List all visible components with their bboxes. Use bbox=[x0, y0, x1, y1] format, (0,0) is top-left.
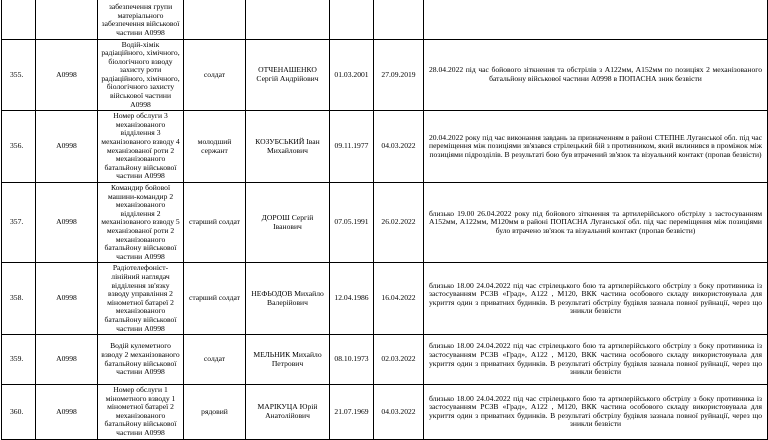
cell-unit: А0998 bbox=[36, 263, 98, 335]
cell-num: 357. bbox=[2, 183, 36, 263]
cell-num: 358. bbox=[2, 263, 36, 335]
missing-persons-table bbox=[1, 0, 768, 440]
cell-birth: 01.03.2001 bbox=[330, 39, 374, 111]
cell-birth: 12.04.1986 bbox=[330, 263, 374, 335]
cell-rank: рядовий bbox=[184, 385, 246, 440]
cell-unit: А0998 bbox=[36, 335, 98, 385]
cell-unit: А0998 bbox=[36, 111, 98, 183]
cell-position: Номер обслуги 3 механізованого відділення 3 механізованого взводу 4 механізованої роти 2 механізованого батальйону військової частини А0998 bbox=[98, 111, 184, 183]
cell-position: Водій-хімік радіаційного, хімічного, біологічного взводу захисту роти радіаційного, хімічного, біологічного захисту військової частини А0998 bbox=[98, 39, 184, 111]
cell-date: 16.04.2022 bbox=[374, 263, 424, 335]
cell-rank: солдат bbox=[184, 39, 246, 111]
cell-name: МЕЛЬНИК Михайло Петрович bbox=[246, 335, 330, 385]
cell-num bbox=[2, 0, 36, 39]
cell-desc bbox=[424, 0, 768, 39]
cell-name: ОТЧЕНАШЕНКО Сергій Андрійович bbox=[246, 39, 330, 111]
table-row bbox=[2, 111, 768, 183]
cell-num: 360. bbox=[2, 385, 36, 440]
cell-rank: солдат bbox=[184, 335, 246, 385]
cell-rank bbox=[184, 0, 246, 39]
cell-desc: 20.04.2022 року під час виконання завдань за призначенням в районі СТЕПНЕ Луганської обл. під час переміщення між позиціями зв'язався стрілецький бій з противником, який вклинився в проміжок між позиціями підрозділів. В результаті бою був втрачений зв'язок та візуальний контакт (пропав безвісти) bbox=[424, 111, 768, 183]
cell-unit: А0998 bbox=[36, 183, 98, 263]
cell-rank: молодший сержант bbox=[184, 111, 246, 183]
cell-desc: близько 18.00 24.04.2022 під час стрілецького бою та артилерійського обстрілу з боку противника із застосуванням РСЗВ «Град», А122 , М120, ВКК частина особового складу використовувала для укриття один з приватних будинків. В результаті обстрілу будівля зазнала повної руйнації, через що зникли безвісти bbox=[424, 385, 768, 440]
cell-birth: 09.11.1977 bbox=[330, 111, 374, 183]
cell-name: МАРІКУЦА Юрій Анатолійович bbox=[246, 385, 330, 440]
cell-name: НЕФЬОДОВ Михайло Валерійович bbox=[246, 263, 330, 335]
cell-birth: 07.05.1991 bbox=[330, 183, 374, 263]
cell-name bbox=[246, 0, 330, 39]
cell-date: 02.03.2022 bbox=[374, 335, 424, 385]
cell-num: 355. bbox=[2, 39, 36, 111]
table-row-top-fragment bbox=[2, 0, 768, 39]
cell-position: Командир бойової машини-командир 2 механізованого відділення 2 механізованого взводу 5 механізованої роти 2 механізованого батальйону військової частини А0998 bbox=[98, 183, 184, 263]
cell-date: 04.03.2022 bbox=[374, 385, 424, 440]
table-row bbox=[2, 335, 768, 385]
cell-birth bbox=[330, 0, 374, 39]
cell-date: 26.02.2022 bbox=[374, 183, 424, 263]
cell-unit: А0998 bbox=[36, 39, 98, 111]
cell-num: 356. bbox=[2, 111, 36, 183]
cell-name: КОЗУБСЬКИЙ Іван Михайлович bbox=[246, 111, 330, 183]
cell-rank: старший солдат bbox=[184, 183, 246, 263]
table-row bbox=[2, 39, 768, 111]
position-text: забезпечення групи матеріального забезпечення військової частини А0998 bbox=[101, 2, 180, 37]
cell-desc: 28.04.2022 під час бойового зіткнення та обстрілів з А122мм, А152мм по позиціях 2 механізованого батальйону військової частини А0998 в ПОПАСНА зник безвісти bbox=[424, 39, 768, 111]
cell-desc: близько 19.00 26.04.2022 року під бойового зіткнення та артилерійського обстрілу з застосуванням А152мм, А122мм, М120мм в районі ПОПАСНА Луганської обл. під час переміщення між позиціями було втрачено зв'язок та візуальний контакт (пропав безвісти) bbox=[424, 183, 768, 263]
cell-num: 359. bbox=[2, 335, 36, 385]
cell-date: 27.09.2019 bbox=[374, 39, 424, 111]
cell-position: Водій кулеметного взводу 2 механізованого батальйону військової частини А0998 bbox=[98, 335, 184, 385]
cell-position: Радіотелефоніст-лінійний наглядач відділення зв'язку взводу управління 2 мінометної батареї 2 механізованого батальйону військової частини А0998 bbox=[98, 263, 184, 335]
cell-unit: А0998 bbox=[36, 385, 98, 440]
table-row bbox=[2, 183, 768, 263]
cell-position bbox=[98, 0, 184, 39]
cell-date bbox=[374, 0, 424, 39]
cell-desc: близько 18.00 24.04.2022 під час стрілецького бою та артилерійського обстрілу з боку противника із застосуванням РСЗВ «Град», А122 , М120, ВКК частина особового складу використовувала для укриття один з приватних будинків. В результаті обстрілу будівля зазнала повної руйнації, через що зникли безвісти bbox=[424, 335, 768, 385]
cell-birth: 08.10.1973 bbox=[330, 335, 374, 385]
cell-date: 04.03.2022 bbox=[374, 111, 424, 183]
table-row bbox=[2, 263, 768, 335]
cell-unit bbox=[36, 0, 98, 39]
cell-birth: 21.07.1969 bbox=[330, 385, 374, 440]
cell-position: Номер обслуги 1 мінометного взводу 1 мінометної батареї 2 механізованого батальйону військової частини А0998 bbox=[98, 385, 184, 440]
cell-desc: близько 18.00 24.04.2022 під час стрілецького бою та артилерійського обстрілу з боку противника із застосуванням РСЗВ «Град», А122 , М120, ВКК частина особового складу використовувала для укриття один з приватних будинків. В результаті обстрілу будівля зазнала повної руйнації, через що зникли безвісти bbox=[424, 263, 768, 335]
cell-rank: старший солдат bbox=[184, 263, 246, 335]
cell-name: ДОРОШ Сергій Іванович bbox=[246, 183, 330, 263]
